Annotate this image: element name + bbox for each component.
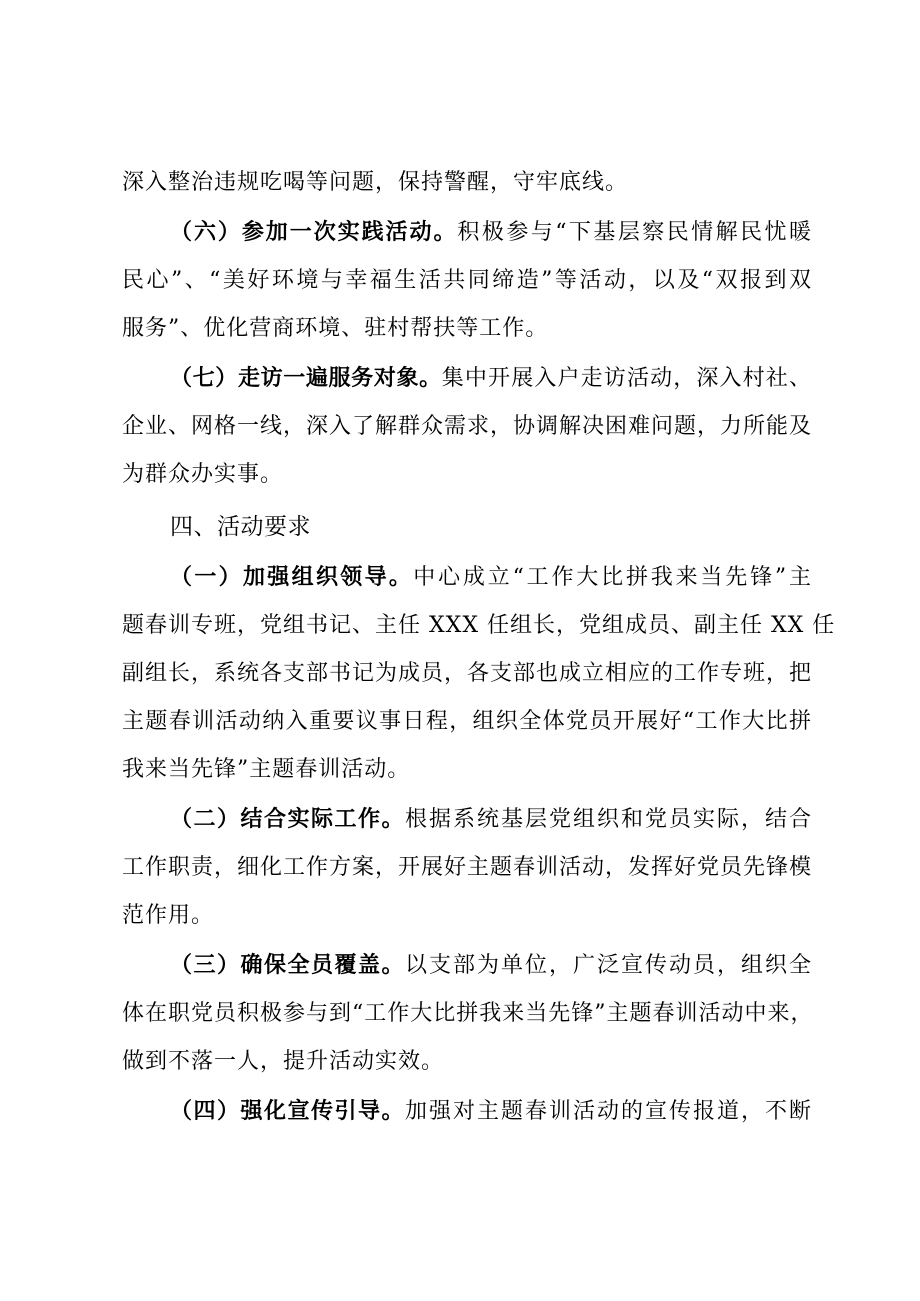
paragraph-leadership-line-4: 主题春训活动纳入重要议事日程，组织全体党员开展好“工作大比拼 <box>122 709 812 734</box>
paragraph-visit-line-2: 企业、网格一线，深入了解群众需求，协调解决困难问题，力所能及 <box>122 414 813 439</box>
item-heading-work: （二）结合实际工作。 <box>170 807 405 832</box>
paragraph-practice-line-1: （六）参加一次实践活动。积极参与“下基层察民情解民忧暖 <box>170 220 812 245</box>
paragraph-coverage-line-3: 做到不落一人，提升活动实效。 <box>122 1049 445 1074</box>
paragraph-work-line-1: （二）结合实际工作。根据系统基层党组织和党员实际，结合 <box>170 807 812 832</box>
item-heading-visit: （七）走访一遍服务对象。 <box>170 366 442 391</box>
paragraph-publicity-line-1: （四）强化宣传引导。加强对主题春训活动的宣传报道，不断 <box>170 1099 812 1124</box>
section-heading: 四、活动要求 <box>170 514 311 540</box>
item-heading-practice: （六）参加一次实践活动。 <box>170 220 458 245</box>
item-heading-leadership: （一）加强组织领导。 <box>170 565 414 590</box>
paragraph-practice-line-3: 服务”、优化营商环境、驻村帮扶等工作。 <box>122 316 549 341</box>
item-heading-publicity: （四）强化宣传引导。 <box>170 1099 405 1124</box>
paragraph-leadership-line-3: 副组长，系统各支部书记为成员，各支部也成立相应的工作专班，把 <box>122 661 813 686</box>
paragraph-leadership-line-2: 题春训专班，党组书记、主任 XXX 任组长，党组成员、副主任 XX 任 <box>122 613 836 638</box>
paragraph-leadership-line-5: 我来当先锋”主题春训活动。 <box>122 757 411 782</box>
paragraph-visit-line-1: （七）走访一遍服务对象。集中开展入户走访活动，深入村社、 <box>170 366 812 391</box>
paragraph-coverage-line-1: （三）确保全员覆盖。以支部为单位，广泛宣传动员，组织全 <box>170 953 812 978</box>
paragraph-work-line-3: 范作用。 <box>122 903 215 928</box>
paragraph-coverage-line-2: 体在职党员积极参与到“工作大比拼我来当先锋”主题春训活动中来， <box>122 1001 814 1026</box>
paragraph-continuation-line: 深入整治违规吃喝等问题，保持警醒，守牢底线。 <box>122 170 629 195</box>
paragraph-visit-line-3: 为群众办实事。 <box>122 462 284 487</box>
paragraph-leadership-line-1: （一）加强组织领导。中心成立“工作大比拼我来当先锋”主 <box>170 565 812 590</box>
paragraph-work-line-2: 工作职责，细化工作方案，开展好主题春训活动，发挥好党员先锋模 <box>122 855 813 880</box>
item-heading-coverage: （三）确保全员覆盖。 <box>170 953 405 978</box>
paragraph-practice-line-2: 民心”、“美好环境与幸福生活共同缔造”等活动，以及“双报到双 <box>122 268 812 293</box>
